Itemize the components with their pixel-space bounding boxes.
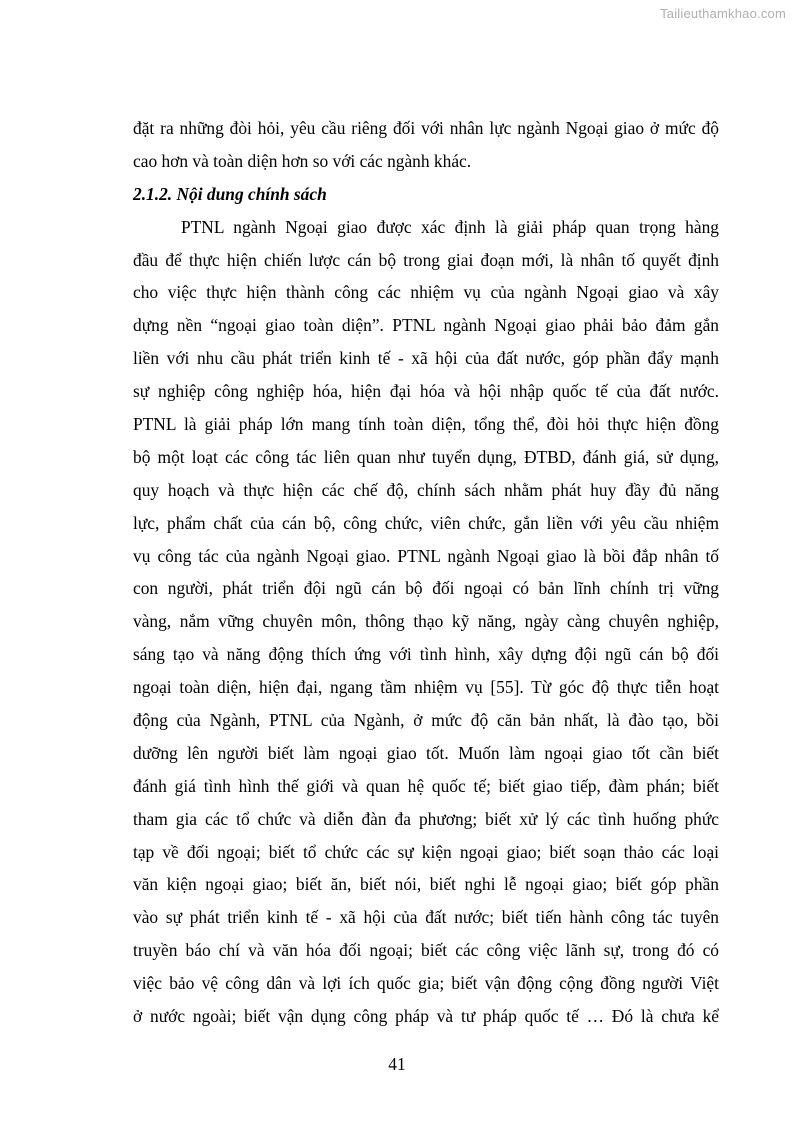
paragraph-line: bộ một loạt các công tác liên quan như tuyển dụng, ĐTBD, đánh giá, sử dụng,: [133, 446, 719, 467]
paragraph-line: sáng tạo và năng động thích ứng với tình hình, xây dựng đội ngũ cán bộ đối: [133, 644, 719, 665]
paragraph-line: tham gia các tổ chức và diễn đàn đa phương; biết xử lý các tình huống phức: [133, 808, 719, 829]
paragraph-line: vụ công tác của ngành Ngoại giao. PTNL ngành Ngoại giao là bồi đắp nhân tố: [133, 545, 719, 566]
paragraph-line: quy hoạch và thực hiện các chế độ, chính sách nhằm phát huy đầy đủ năng: [133, 479, 719, 500]
paragraph-line: động của Ngành, PTNL của Ngành, ở mức độ căn bản nhất, là đào tạo, bồi: [133, 710, 719, 731]
paragraph-line: truyền báo chí và văn hóa đối ngoại; biết các công việc lãnh sự, trong đó có: [133, 940, 719, 961]
page-body: [133, 112, 719, 1033]
paragraph-line: dựng nền “ngoại giao toàn diện”. PTNL ngành Ngoại giao phải bảo đảm gắn: [133, 315, 719, 336]
intro-line: đặt ra những đòi hỏi, yêu cầu riêng đối với nhân lực ngành Ngoại giao ở mức độ: [133, 118, 719, 138]
paragraph-line: sự nghiệp công nghiệp hóa, hiện đại hóa và hội nhập quốc tế của đất nước.: [133, 381, 719, 402]
paragraph-line: ngoại toàn diện, hiện đại, ngang tầm nhiệm vụ [55]. Từ góc độ thực tiễn hoạt: [133, 677, 719, 698]
paragraph-line: dưỡng lên người biết làm ngoại giao tốt. Muốn làm ngoại giao tốt cần biết: [133, 742, 719, 763]
intro-line: cao hơn và toàn diện hơn so với các ngành khác.: [133, 150, 472, 171]
page-number: 41: [388, 1054, 406, 1074]
paragraph-line: PTNL là giải pháp lớn mang tính toàn diện, tổng thể, đòi hỏi thực hiện đồng: [133, 414, 719, 435]
paragraph-line: vào sự phát triển kinh tế - xã hội của đất nước; biết tiến hành công tác tuyên: [133, 907, 719, 928]
section-heading: 2.1.2. Nội dung chính sách: [133, 183, 327, 204]
paragraph-line: liền với nhu cầu phát triển kinh tế - xã hội của đất nước, góp phần đẩy mạnh: [133, 348, 719, 369]
paragraph-line: con người, phát triển đội ngũ cán bộ đối ngoại có bản lĩnh chính trị vững: [133, 578, 719, 599]
paragraph-line: đánh giá tình hình thế giới và quan hệ quốc tế; biết giao tiếp, đàm phán; biết: [133, 775, 719, 796]
paragraph-line: tạp về đối ngoại; biết tổ chức các sự kiện ngoại giao; biết soạn thảo các loại: [133, 841, 719, 862]
watermark: Tailieuthamkhao.com: [660, 6, 786, 21]
paragraph-line: đầu để thực hiện chiến lược cán bộ trong giai đoạn mới, là nhân tố quyết định: [133, 249, 719, 270]
paragraph-line: PTNL ngành Ngoại giao được xác định là giải pháp quan trọng hàng: [181, 216, 719, 237]
paragraph-line: cho việc thực hiện thành công các nhiệm vụ của ngành Ngoại giao và xây: [133, 282, 719, 303]
paragraph-line: văn kiện ngoại giao; biết ăn, biết nói, biết nghi lễ ngoại giao; biết góp phần: [133, 874, 719, 895]
paragraph-line: việc bảo vệ công dân và lợi ích quốc gia; biết vận động cộng đồng người Việt: [133, 973, 719, 994]
paragraph-line: vàng, nắm vững chuyên môn, thông thạo kỹ năng, ngày càng chuyên nghiệp,: [133, 611, 719, 632]
paragraph-line: ở nước ngoài; biết vận dụng công pháp và tư pháp quốc tế … Đó là chưa kể: [133, 1006, 719, 1027]
paragraph-line: lực, phẩm chất của cán bộ, công chức, viên chức, gắn liền với yêu cầu nhiệm: [133, 512, 719, 533]
